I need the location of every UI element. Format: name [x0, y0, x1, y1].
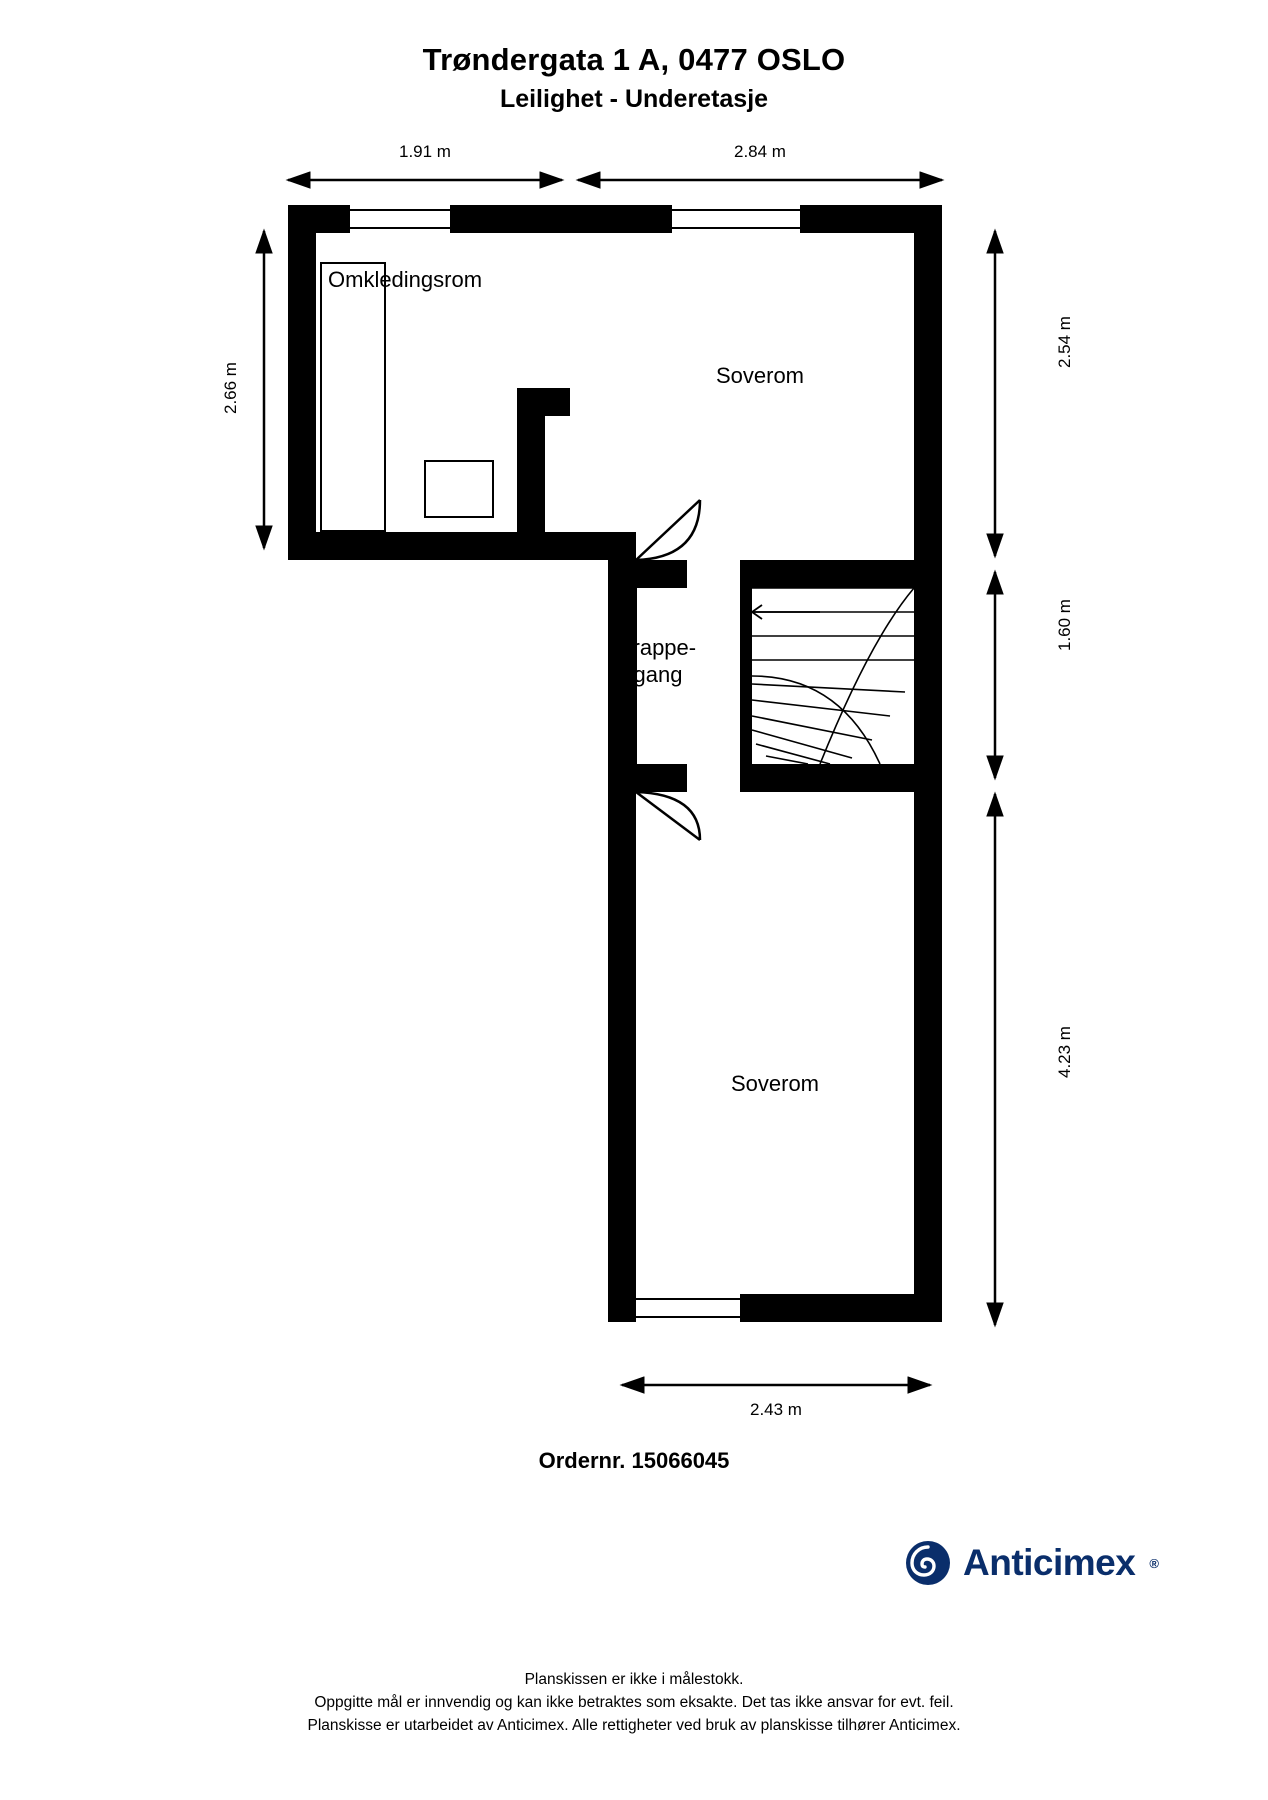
- room-label-trappegang-line2: gang: [633, 662, 683, 687]
- fixture-cabinet: [424, 460, 494, 518]
- anticimex-wordmark: Anticimex: [963, 1542, 1136, 1583]
- disclaimer-line-3: Planskisse er utarbeidet av Anticimex. Alle rettigheter ved bruk av planskisse tilhører Anticimex.: [307, 1717, 961, 1734]
- dim-top-left: 1.91 m: [399, 142, 451, 161]
- page-title: Trøndergata 1 A, 0477 OSLO: [422, 42, 846, 77]
- disclaimer-line-2: Oppgitte mål er innvendig og kan ikke betraktes som eksakte. Det tas ikke ansvar for evt. feil.: [314, 1694, 954, 1711]
- dim-left-upper: 2.66 m: [221, 362, 240, 414]
- room-label-soverom-lower: Soverom: [730, 1071, 820, 1096]
- registered-mark: ®: [1149, 1555, 1159, 1571]
- dim-right-upper: 2.54 m: [1055, 316, 1074, 368]
- disclaimer-block: [0, 1668, 1268, 1737]
- disclaimer-line-1: Planskissen er ikke i målestokk.: [524, 1671, 744, 1688]
- dim-bottom: 2.43 m: [750, 1400, 802, 1419]
- room-label-soverom-upper: Soverom: [715, 363, 805, 388]
- room-label-trappegang-line1: Trappe-: [619, 635, 697, 660]
- dim-right-lower: 4.23 m: [1055, 1026, 1074, 1078]
- page-subtitle: Leilighet - Underetasje: [499, 85, 769, 113]
- room-label-trappegang: [598, 634, 718, 688]
- fixture-wardrobe: [320, 262, 386, 532]
- anticimex-mark-icon: [905, 1540, 951, 1586]
- dim-right-middle: 1.60 m: [1055, 599, 1074, 651]
- room-label-omkledingsrom: Omkledingsrom: [328, 267, 483, 292]
- anticimex-logo: [905, 1540, 1159, 1586]
- dim-top-right: 2.84 m: [734, 142, 786, 161]
- order-number: Ordernr. 15066045: [538, 1448, 730, 1473]
